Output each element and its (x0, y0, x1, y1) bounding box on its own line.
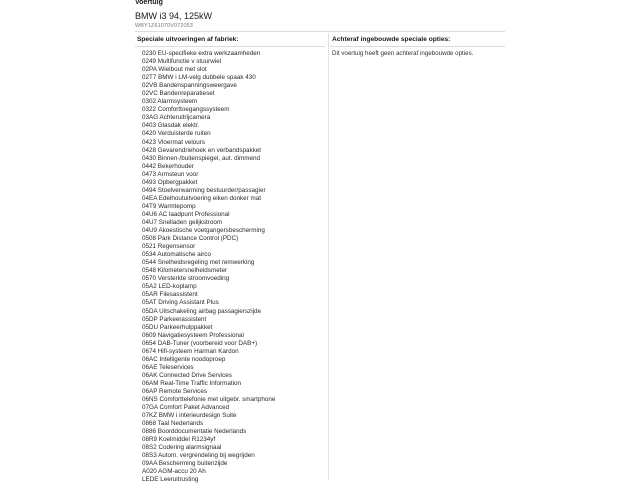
factory-option-item: 06NS Comforttelefonie met uitgebr. smartphone (142, 396, 276, 404)
factory-option-item: 0521 Regensensor (142, 243, 196, 251)
factory-option-item: 0544 Snelheidsregeling met remwerking (142, 259, 255, 267)
factory-option-item: 02PA Wielbout met slot (142, 66, 207, 74)
factory-option-item: 06AM Real-Time Traffic Information (142, 379, 242, 387)
factory-option-item: 04T9 Warmtepomp (142, 202, 196, 210)
factory-option-item: 0493 Opbergpakket (142, 178, 198, 186)
factory-option-item: 0430 Binnen-/buitenspiegel, aut. dimmend (142, 154, 260, 162)
factory-option-item: 06AP Remote Services (142, 387, 207, 395)
factory-option-item: 08S3 Autom. vergrendeling bij wegrijden (142, 452, 255, 460)
factory-option-item: 0494 Stoelverwarming bestuurder/passagier (142, 186, 266, 194)
factory-options-list (142, 50, 325, 485)
factory-option-item: 0302 Alarmsysteem (142, 98, 198, 106)
factory-option-item: 05DA Uitschakeling airbag passagierszijde (142, 307, 262, 315)
factory-options-title: Speciale uitvoeringen af fabriek: (137, 36, 239, 43)
factory-option-item: LEDE Leeruitrusting (142, 476, 199, 484)
aftermarket-note: Dit voertuig heeft geen achteraf ingebouwde opties. (332, 50, 474, 57)
factory-option-item: 06AC Intelligente noodoproep (142, 355, 226, 363)
factory-option-item: 04U7 Snelladen gelijkstroom (142, 218, 223, 226)
column-divider (328, 33, 329, 480)
factory-option-item: 08S2 Codering alarmsignaal (142, 444, 222, 452)
factory-option-item: 05DP Parkeerassistent (142, 315, 207, 323)
vehicle-header (135, 0, 505, 30)
factory-option-item: 0570 Versterkte stroomvoeding (142, 275, 230, 283)
vehicle-vin: WBY1Z61070V072053 (135, 23, 193, 29)
factory-option-item: 04EA Edelhoutuitvoering eiken donker mat (142, 194, 262, 202)
aftermarket-title-divider (330, 46, 505, 47)
factory-option-item: 0230 EU-specifieke extra werkzaamheden (142, 50, 261, 57)
factory-option-item: 0423 Vloermat velours (142, 138, 206, 146)
factory-option-item: 0420 Verduisterde ruiten (142, 130, 211, 138)
factory-option-item: 0886 Boorddocumentatie Nederlands (142, 428, 247, 436)
section-label: Voertuig (135, 0, 163, 6)
factory-option-item: 06AK Connected Drive Services (142, 371, 232, 379)
factory-option-item: 05A2 LED-koplamp (142, 283, 197, 291)
factory-option-item: 0428 Gevarendriehoek en verbandspakket (142, 146, 262, 154)
factory-option-item: 06AE Teleservices (142, 363, 194, 371)
factory-option-item: 03AG Achteruitrijcamera (142, 114, 211, 122)
factory-option-item: 09AA Bescherming buitenzijde (142, 460, 228, 468)
factory-option-item: A020 AGM-accu 20 Ah (142, 468, 206, 476)
factory-option-item: 0609 Navigatiesysteem Professional (142, 331, 244, 339)
factory-option-item: 04U6 AC laadpunt Professional (142, 210, 230, 218)
factory-option-item: 0868 Taal Nederlands (142, 420, 204, 428)
factory-option-item: 08R9 Koelmiddel R1234yf (142, 436, 216, 444)
factory-option-item: 02VC Bandenreparatieset (142, 90, 215, 98)
factory-option-item: 07GA Comfort Paket Advanced (142, 404, 230, 412)
factory-option-item: 0654 DAB-Tuner (voorbereid voor DAB+) (142, 339, 258, 347)
factory-option-item: 0403 Glasdak elektr. (142, 122, 200, 130)
factory-option-item: 0674 Hifi-systeem Harman Kardon (142, 347, 239, 355)
factory-option-item: 02T7 BMW i LM-velg dubbele spaak 430 (142, 74, 256, 82)
vehicle-model: BMW i3 94, 125kW (135, 11, 213, 21)
factory-options-column (135, 33, 325, 485)
factory-option-item: 05AT Driving Assistant Plus (142, 299, 219, 307)
factory-title-divider (135, 46, 325, 47)
factory-option-item: 05AR Filesassistent (142, 291, 198, 299)
factory-option-item: 0534 Automatische airco (142, 251, 211, 259)
header-divider (135, 31, 505, 32)
factory-option-item: 05DU Parkeerhulppakket (142, 323, 213, 331)
aftermarket-options-title: Achteraf ingebouwde speciale opties: (332, 36, 451, 43)
factory-option-item: 0548 Kilometersnelheidsmeter (142, 267, 228, 275)
factory-option-item: 0473 Armsteun voor (142, 170, 199, 178)
factory-option-item: 0249 Multifunctie v stuurwiel (142, 58, 222, 66)
factory-option-item: 02VB Bandenspanningsweergave (142, 82, 237, 90)
aftermarket-options-column (330, 33, 505, 58)
factory-option-item: 0442 Bekerhouder (142, 162, 194, 170)
factory-option-item: 0508 Park Distance Control (PDC) (142, 235, 239, 243)
factory-option-item: 0322 Comforttoegangssysteem (142, 106, 230, 114)
factory-option-item: 07KZ BMW i interieurdesign Suite (142, 412, 237, 420)
factory-option-item: 04U9 Akoestische voetgangersbescherming (142, 227, 265, 235)
